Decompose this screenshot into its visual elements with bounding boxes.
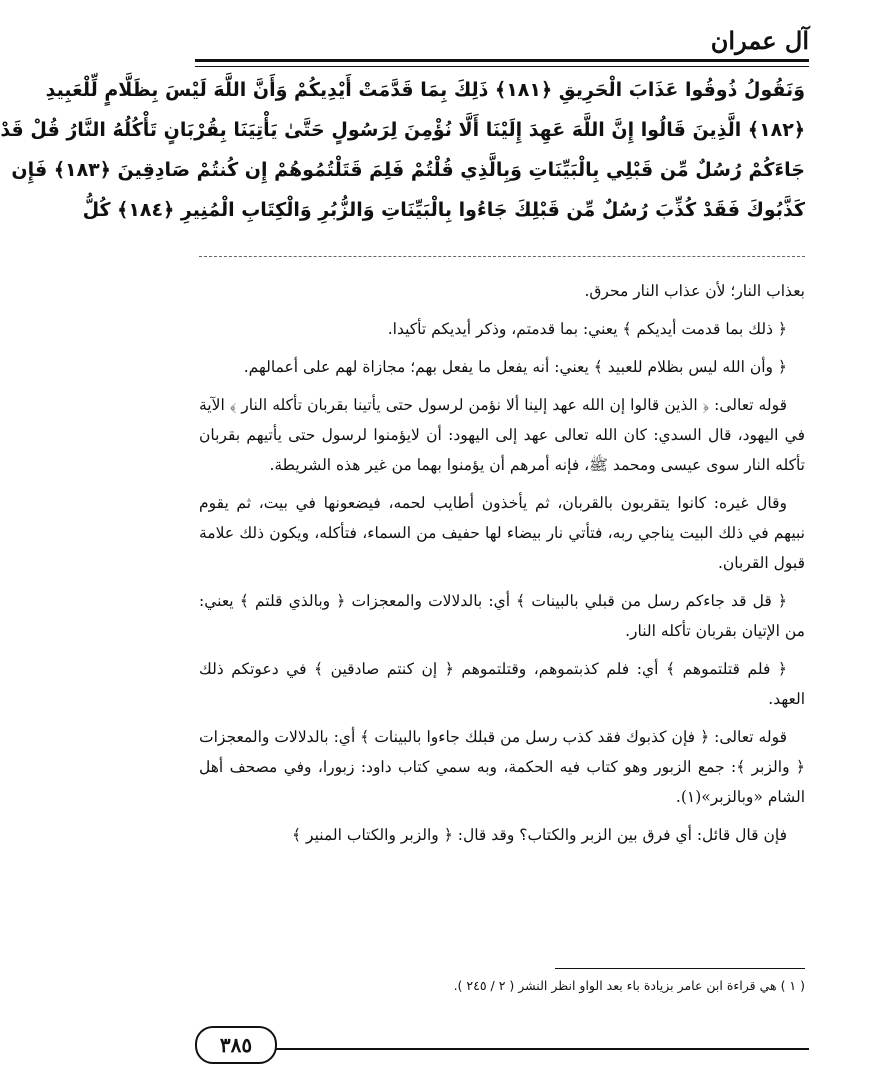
footnote: ( ١ ) هي قراءة ابن عامر بزيادة باء بعد الواو انظر النشر ( ٢ / ٢٤٥ ). [453, 978, 805, 993]
verse-line: وَنَقُولُ ذُوقُوا عَذَابَ الْحَرِيقِ ﴿١٨١﴾ ذَلِكَ بِمَا قَدَّمَتْ أَيْدِيكُمْ وَأَنَّ اللَّهَ لَيْسَ بِظَلَّامٍ لِّلْعَبِيدِ [45, 79, 805, 101]
page-header [195, 22, 809, 62]
commentary-paragraph: قوله تعالى: ﴿ الذين قالوا إن الله عهد إلينا ألا نؤمن لرسول حتى يأتينا بقربان تأكله النار ﴾ الآية في اليهود، قال السدي: كان الله تعالى عهد إلى اليهود: أن لايؤمنوا لرسول حتى يأتيهم بقربان تأكله النار سوى عيسى ومحمد ﷺ، فإنه أمرهم أن يؤمنوا بهما من غير هذه الشريطة. [199, 396, 805, 474]
commentary-paragraph: وقال غيره: كانوا يتقربون بالقربان، ثم يأخذون أطايب لحمه، فيضعونها في بيت، ثم يقوم نبيهم في ذلك البيت يناجي ربه، فتأتي نار بيضاء لها حفيف من السماء، فتأكله، ويكون ذلك علامة قبول القربان. [199, 494, 805, 572]
commentary-paragraph: ﴿ فلم قتلتموهم ﴾ أي: فلم كذبتموهم، وقتلتموهم ﴿ إن كنتم صادقين ﴾ في دعوتكم ذلك العهد. [199, 660, 805, 708]
commentary-paragraph: بعذاب النار؛ لأن عذاب النار محرق. [584, 282, 805, 300]
surah-title: آل عمران [710, 26, 809, 55]
footer-rule [275, 1048, 809, 1050]
commentary-paragraph: ﴿ قل قد جاءكم رسل من قبلي بالبينات ﴾ أي: بالدلالات والمعجزات ﴿ وبالذي قلتم ﴾ يعني: من الإتيان بقربان تأكله النار. [199, 592, 805, 640]
page-footer [195, 1026, 809, 1064]
page-number: ٣٨٥ [195, 1026, 277, 1064]
verses-divider [199, 256, 805, 257]
footnote-rule [555, 968, 805, 969]
tafsir-commentary [199, 276, 805, 858]
verse-line: جَاءَكُمْ رُسُلٌ مِّن قَبْلِي بِالْبَيِّنَاتِ وَبِالَّذِي قُلْتُمْ فَلِمَ قَتَلْتُمُوهُمْ إِن كُنتُمْ صَادِقِينَ ﴿١٨٣﴾ فَإِن [11, 159, 805, 181]
verse-line: ﴿١٨٢﴾ الَّذِينَ قَالُوا إِنَّ اللَّهَ عَهِدَ إِلَيْنَا أَلَّا نُؤْمِنَ لِرَسُولٍ حَتَّىٰ يَأْتِيَنَا بِقُرْبَانٍ تَأْكُلُهُ النَّارُ قُلْ قَدْ [0, 119, 805, 141]
commentary-paragraph: قوله تعالى: ﴿ فإن كذبوك فقد كذب رسل من قبلك جاءوا بالبينات ﴾ أي: بالدلالات والمعجزات ﴿ والزبر ﴾: جمع الزبور وهو كتاب فيه الحكمة، وبه سمي كتاب داود: زبورا، وفي مصحف أهل الشام «وبالزبر»(١). [199, 728, 805, 806]
header-rule [195, 59, 809, 62]
header-rule-thin [195, 66, 809, 67]
commentary-paragraph: ﴿ وأن الله ليس بظلام للعبيد ﴾ يعني: أنه يفعل ما يفعل بهم؛ مجازاة لهم على أعمالهم. [243, 358, 787, 376]
commentary-paragraph: ﴿ ذلك بما قدمت أيديكم ﴾ يعني: بما قدمتم، وذكر أيديكم تأكيدا. [387, 320, 787, 338]
quran-verses [0, 70, 805, 230]
verse-line: كَذَّبُوكَ فَقَدْ كُذِّبَ رُسُلٌ مِّن قَبْلِكَ جَاءُوا بِالْبَيِّنَاتِ وَالزُّبُرِ وَالْكِتَابِ الْمُنِيرِ ﴿١٨٤﴾ كُلُّ [82, 199, 805, 221]
commentary-paragraph: فإن قال قائل: أي فرق بين الزبر والكتاب؟ وقد قال: ﴿ والزبر والكتاب المنير ﴾ [292, 826, 787, 844]
